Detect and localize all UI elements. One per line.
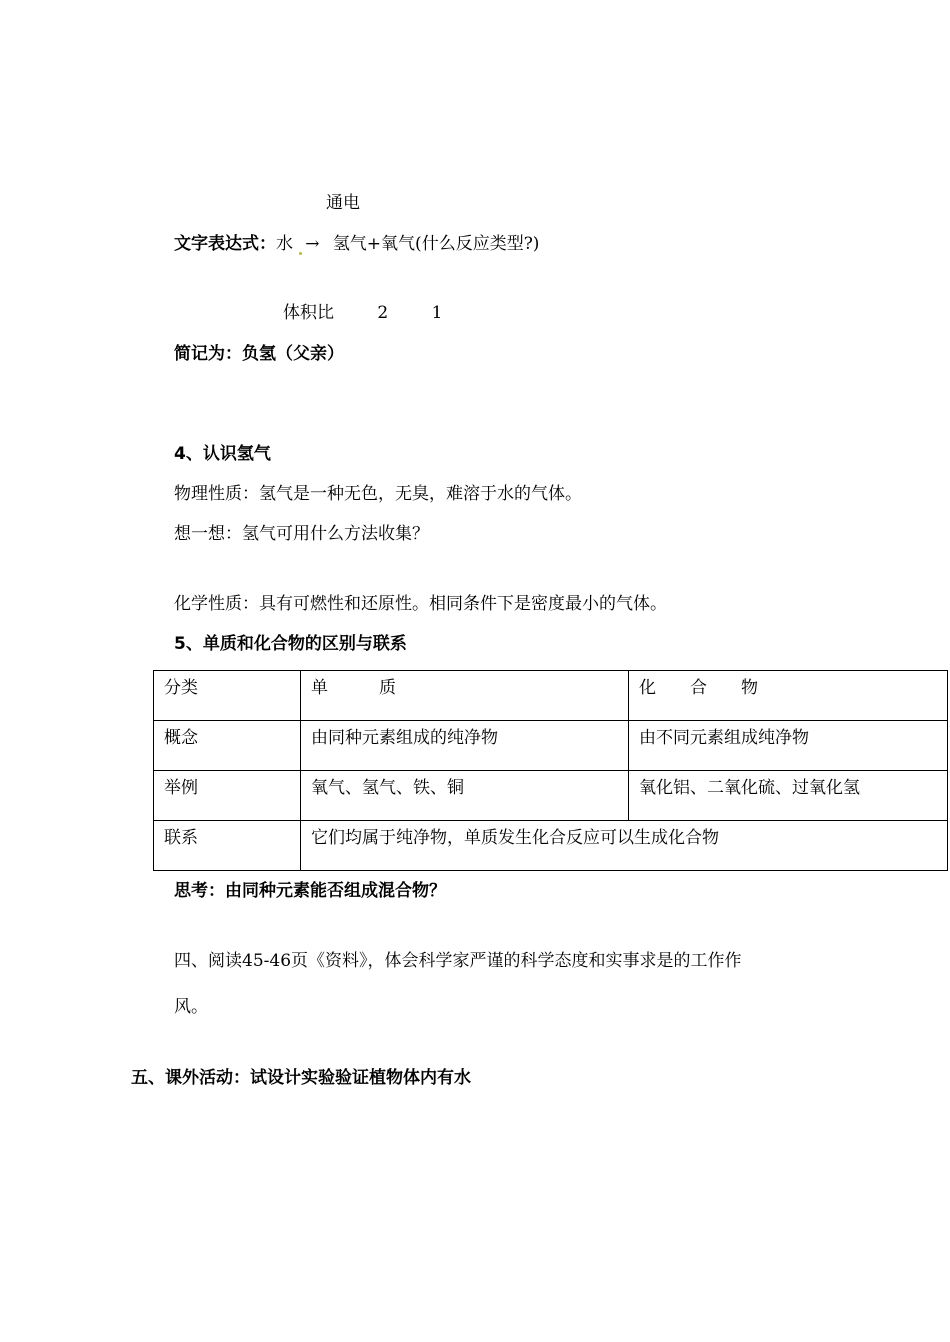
thinking-question: 思考：由同种元素能否组成混合物？ [174,881,446,901]
volume-a: 2 [377,303,389,323]
part5-heading: 五、课外活动：试设计实验验证植物体内有水 [131,1068,471,1088]
table-cell: 由同种元素组成的纯净物 [301,721,629,771]
table-cell: 氧气、氢气、铁、铜 [301,771,629,821]
word-equation [174,233,539,255]
table-header-cell: 化 合 物 [629,671,948,721]
table-header-cell: 分类 [154,671,301,721]
equation-label: 文字表达式： [174,234,276,254]
reaction-condition: 通电 [326,193,360,213]
reactant: 水 [276,234,293,254]
volume-b: 1 [431,303,443,323]
table-cell: 它们均属于纯净物，单质发生化合反应可以生成化合物 [301,821,948,871]
mnemonic: 简记为：负氢（父亲） [174,344,344,364]
table-cell: 氧化铝、二氧化硫、过氧化氢 [629,771,948,821]
section5-heading: 5、单质和化合物的区别与联系 [174,634,407,654]
part4-line2: 风。 [174,997,208,1017]
think-question: 想一想：氢气可用什么方法收集？ [174,524,429,544]
table-header-cell: 单 质 [301,671,629,721]
table-cell: 概念 [154,721,301,771]
table-row [154,721,948,771]
table-header-row [154,671,948,721]
comparison-table [153,670,948,871]
volume-label: 体积比 [283,303,334,323]
table-cell: 举例 [154,771,301,821]
table-row [154,821,948,871]
products: 氢气+氧气(什么反应类型?) [332,234,540,254]
volume-ratio [283,302,442,324]
arrow-icon: → [305,234,320,254]
mark-dot [299,252,302,255]
table-cell: 由不同元素组成纯净物 [629,721,948,771]
table-row [154,771,948,821]
table-cell: 联系 [154,821,301,871]
physical-properties: 物理性质：氢气是一种无色，无臭，难溶于水的气体。 [174,484,582,504]
part4-line1: 四、阅读45-46页《资料》，体会科学家严谨的科学态度和实事求是的工作作 [174,951,742,971]
chemical-properties: 化学性质：具有可燃性和还原性。相同条件下是密度最小的气体。 [174,594,667,614]
section4-heading: 4、认识氢气 [174,444,271,464]
